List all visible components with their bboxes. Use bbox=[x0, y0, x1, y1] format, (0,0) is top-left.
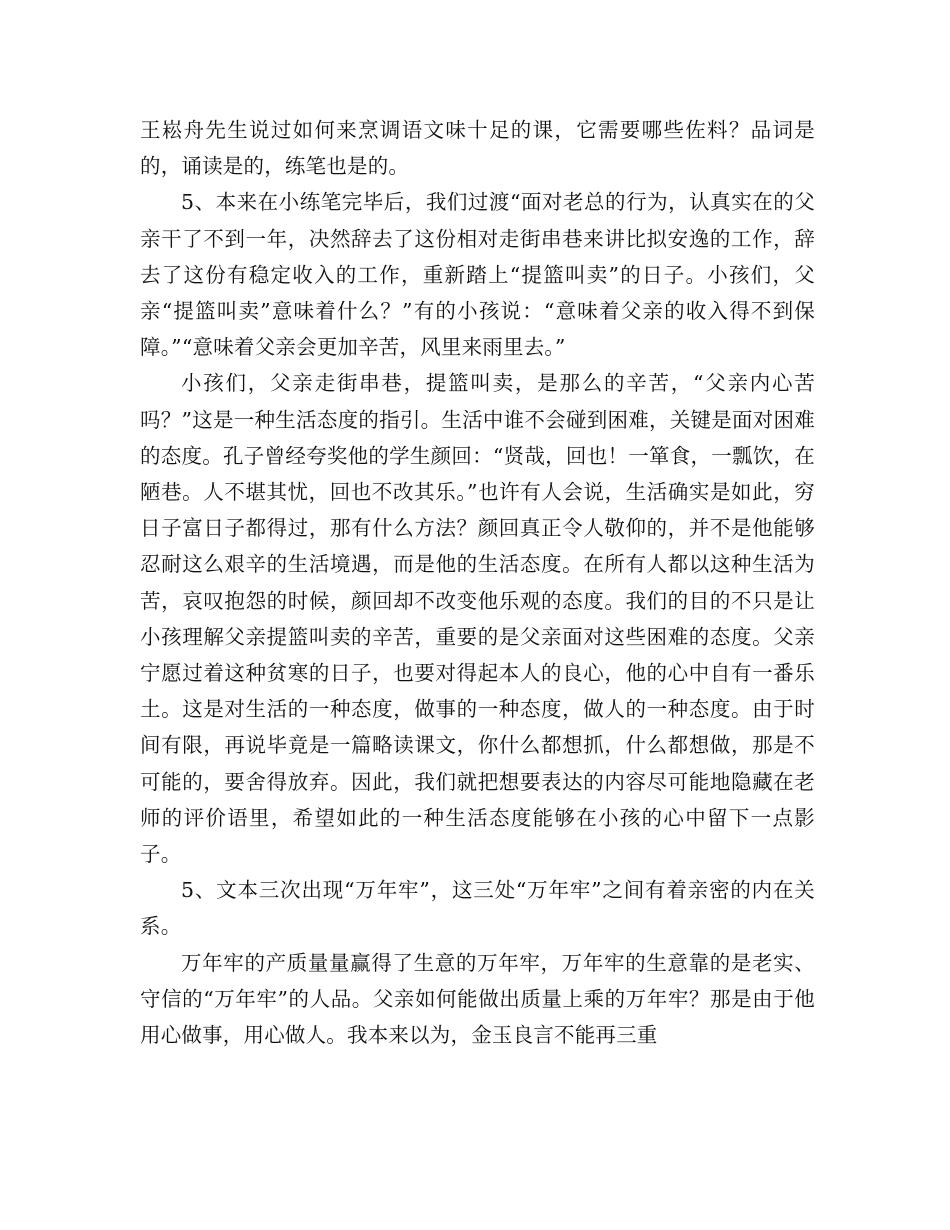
document-body bbox=[140, 112, 815, 1053]
paragraph-2: 5、本来在小练笔完毕后，我们过渡“面对老总的行为，认真实在的父亲干了不到一年，决然辞去了这份相对走街串巷来讲比拟安逸的工作，辞去了这份有稳定收入的工作，重新踏上“提篮叫卖”的日子。小孩们，父亲“提篮叫卖”意味着什么？”有的小孩说：“意味着父亲的收入得不到保障。”“意味着父亲会更加辛苦，风里来雨里去。” bbox=[140, 190, 815, 360]
paragraph-3: 小孩们，父亲走街串巷，提篮叫卖，是那么的辛苦，“父亲内心苦吗？”这是一种生活态度的指引。生活中谁不会碰到困难，关键是面对困难的态度。孔子曾经夸奖他的学生颜回：“贤哉，回也！一箪食，一瓢饮，在陋巷。人不堪其忧，回也不改其乐。”也许有人会说，生活确实是如此，穷日子富日子都得过，那有什么方法？颜回真正令人敬仰的，并不是他能够忍耐这么艰辛的生活境遇，而是他的生活态度。在所有人都以这种生活为苦，哀叹抱怨的时候，颜回却不改变他乐观的态度。我们的目的不只是让小孩理解父亲提篮叫卖的辛苦，重要的是父亲面对这些困难的态度。父亲宁愿过着这种贫寒的日子，也要对得起本人的良心，他的心中自有一番乐土。这是对生活的一种态度，做事的一种态度，做人的一种态度。由于时间有限，再说毕竟是一篇略读课文，你什么都想抓，什么都想做，那是不可能的，要舍得放弃。因此，我们就把想要表达的内容尽可能地隐藏在老师的评价语里，希望如此的一种生活态度能够在小孩的心中留下一点影子。 bbox=[140, 371, 815, 867]
paragraph-1: 王崧舟先生说过如何来烹调语文味十足的课，它需要哪些佐料？品词是的，诵读是的，练笔也是的。 bbox=[140, 118, 815, 179]
paragraph-5: 万年牢的产质量量赢得了生意的万年牢，万年牢的生意靠的是老实、守信的“万年牢”的人品。父亲如何能做出质量上乘的万年牢？那是由于他用心做事，用心做人。我本来以为，金玉良言不能再三重 bbox=[140, 950, 815, 1048]
paragraph-4: 5、文本三次出现“万年牢”，这三处“万年牢”之间有着亲密的内在关系。 bbox=[140, 878, 815, 939]
